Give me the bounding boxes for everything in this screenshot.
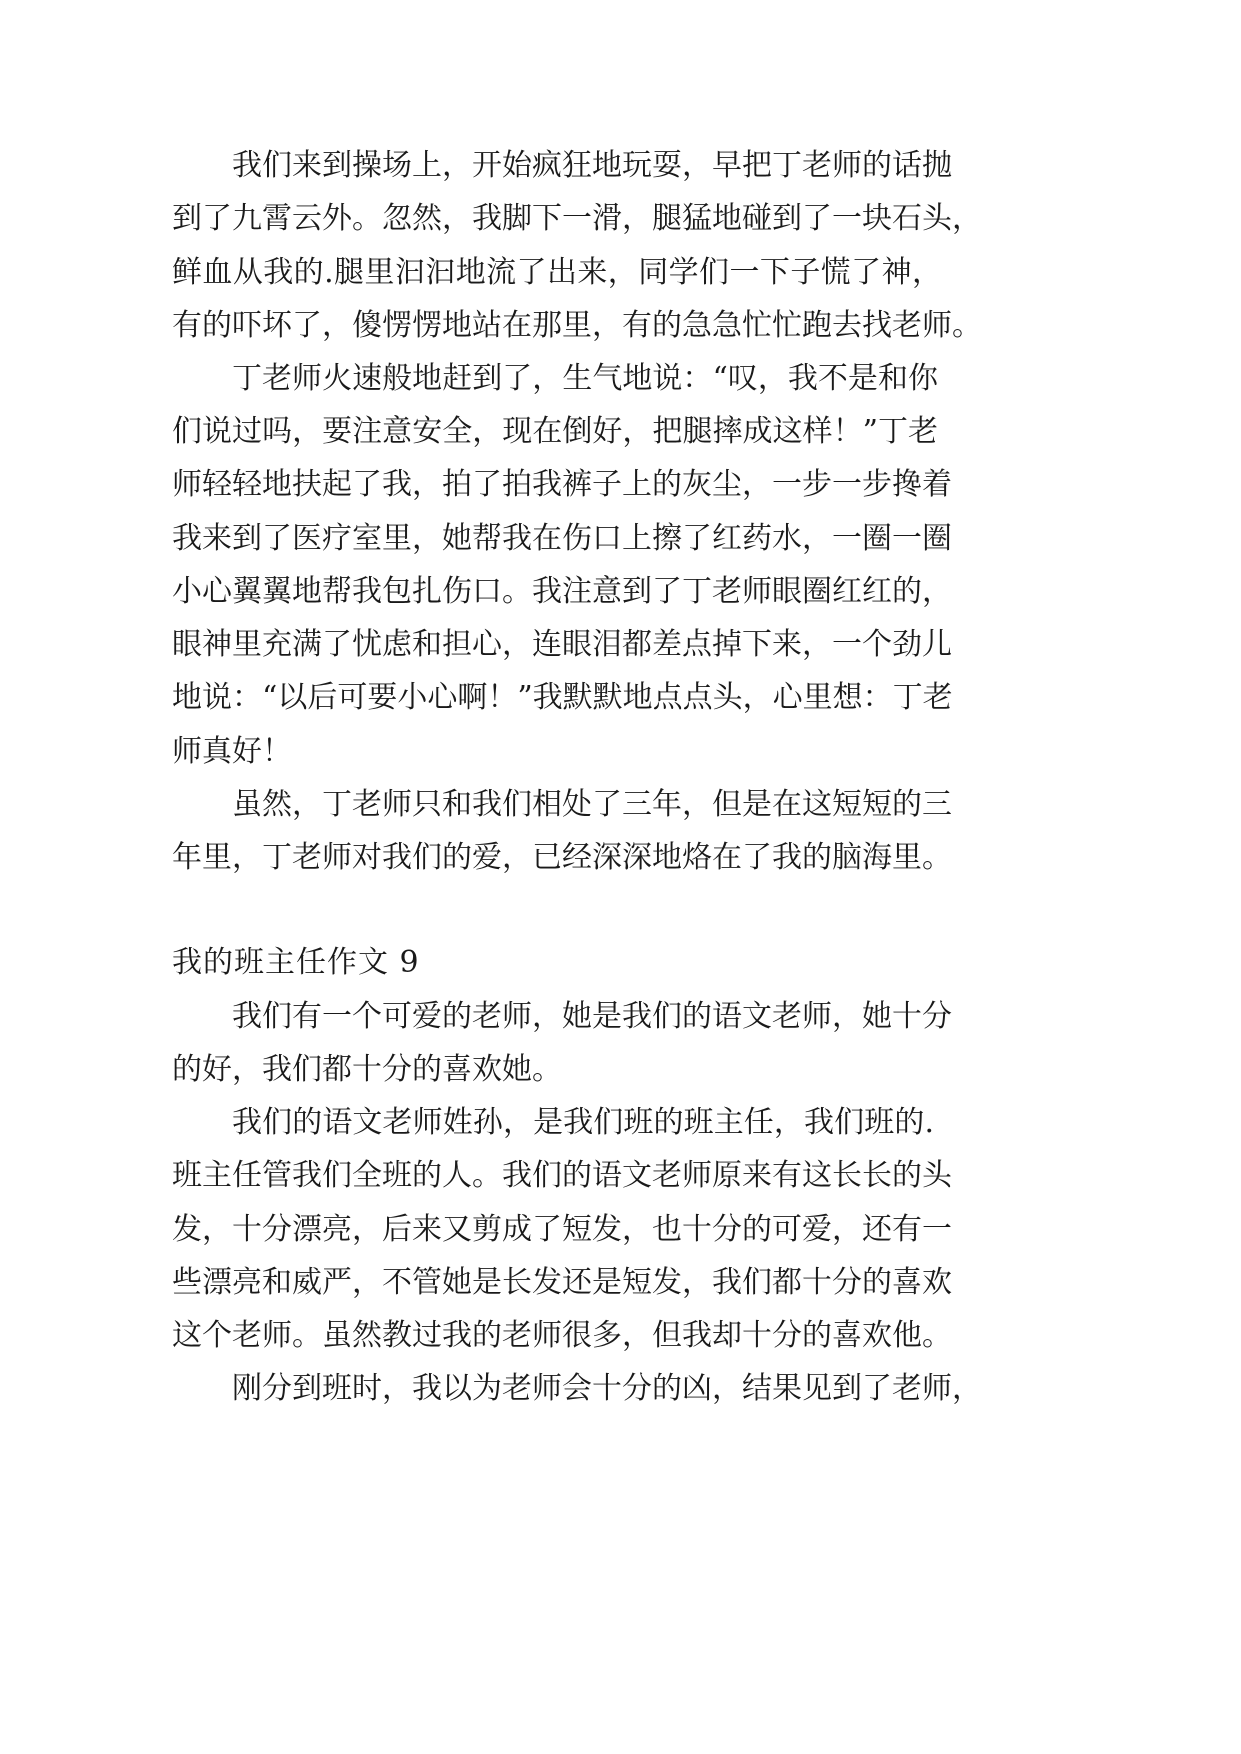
paragraph-line: 的好，我们都十分的喜欢她。 xyxy=(172,1052,562,1087)
paragraph-line: 我们有一个可爱的老师，她是我们的语文老师，她十分 xyxy=(232,999,952,1034)
paragraph-line: 我来到了医疗室里，她帮我在伤口上擦了红药水，一圈一圈 xyxy=(172,521,952,556)
paragraph-line: 年里，丁老师对我们的爱，已经深深地烙在了我的脑海里。 xyxy=(172,840,952,875)
paragraph-line: 眼神里充满了忧虑和担心，连眼泪都差点掉下来，一个劲儿 xyxy=(172,627,952,662)
paragraph-line: 们说过吗，要注意安全，现在倒好，把腿摔成这样！”丁老 xyxy=(172,414,938,449)
paragraph-line: 鲜血从我的.腿里汩汩地流了出来，同学们一下子慌了神， xyxy=(172,255,942,290)
paragraph-line: 丁老师火速般地赶到了，生气地说：“叹，我不是和你 xyxy=(232,361,938,396)
section-heading: 我的班主任作文 9 xyxy=(172,945,420,980)
paragraph-line: 有的吓坏了，傻愣愣地站在那里，有的急急忙忙跑去找老师。 xyxy=(172,308,982,343)
paragraph-line: 到了九霄云外。忽然，我脚下一滑，腿猛地碰到了一块石头， xyxy=(172,201,982,236)
paragraph-line: 我们来到操场上，开始疯狂地玩耍，早把丁老师的话抛 xyxy=(232,148,952,183)
paragraph-line: 些漂亮和威严，不管她是长发还是短发，我们都十分的喜欢 xyxy=(172,1265,952,1300)
paragraph-line: 虽然，丁老师只和我们相处了三年，但是在这短短的三 xyxy=(232,787,952,822)
paragraph-line: 刚分到班时，我以为老师会十分的凶，结果见到了老师， xyxy=(232,1371,982,1406)
paragraph-line: 地说：“以后可要小心啊！”我默默地点点头，心里想：丁老 xyxy=(172,680,953,715)
paragraph-line: 小心翼翼地帮我包扎伤口。我注意到了丁老师眼圈红红的， xyxy=(172,574,952,609)
paragraph-line: 师真好！ xyxy=(172,734,292,769)
paragraph-line: 发，十分漂亮，后来又剪成了短发，也十分的可爱，还有一 xyxy=(172,1212,952,1247)
paragraph-line: 我们的语文老师姓孙，是我们班的班主任，我们班的. xyxy=(232,1105,934,1140)
paragraph-line: 这个老师。虽然教过我的老师很多，但我却十分的喜欢他。 xyxy=(172,1318,952,1353)
paragraph-line: 师轻轻地扶起了我，拍了拍我裤子上的灰尘，一步一步搀着 xyxy=(172,467,952,502)
paragraph-line: 班主任管我们全班的人。我们的语文老师原来有这长长的头 xyxy=(172,1158,952,1193)
